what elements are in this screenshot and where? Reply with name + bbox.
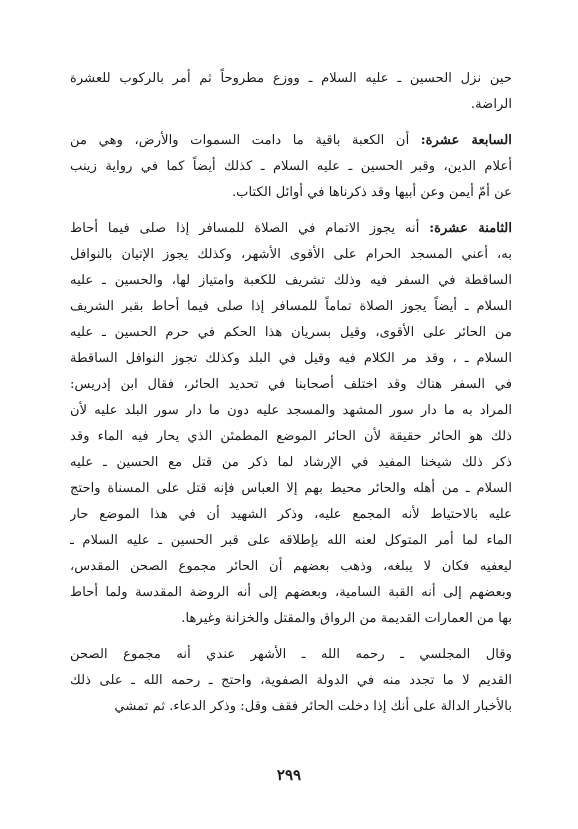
line-text: وبعضهم إلى أنه القبة السامية، وبعضهم إلى أنه الروضة المقدسة ولما أحاط [70,585,512,600]
line-text: الراضة. [470,97,512,112]
text-line [70,450,512,476]
text-line [70,642,512,668]
line-text: السلام ـ أيضاً يجوز الصلاة تماماً للمسافر إذا صلى فيما أحاط بقبر الشريف [70,299,512,314]
text-line [70,92,512,118]
line-text: السلام ـ ، وقد مر الكلام فيه وقيل في البلد وكذلك تجوز النوافل الساقطة [70,351,512,366]
line-text: أن الكعبة باقية ما دامت السموات والأرض، وهي من [70,133,410,148]
line-text: ذلك هو الحائر حقيقة لأن الحائر الموضع المطمئن الذي يحار فيه الماء وقد [70,429,512,444]
page-number: ٢٩٩ [276,766,302,784]
line-text: بالأخبار الدالة على أنك إذا دخلت الحائر فقف وقل: وذكر الدعاء. ثم تمشي [114,699,512,714]
text-line [70,528,512,554]
text-line [70,268,512,294]
line-text: أعلام الدين، وقبر الحسين ـ عليه السلام ـ كذلك أيضاً كما في رواية زينب [70,159,512,174]
line-text: بها من العمارات القديمة من الرواق والمقتل والخزانة وغيرها. [181,611,512,626]
text-line [70,66,512,92]
text-line [70,242,512,268]
line-text: السلام ـ من أهله والحائر محيط بهم إلا العباس فإنه قتل على المسناة واحتج [70,481,512,496]
text-line [70,580,512,606]
text-line [70,606,512,632]
text-line [70,554,512,580]
text-line [70,694,512,720]
line-text: من الحائر على الأقوى، وقيل بسريان هذا الحكم في حرم الحسين ـ عليه [70,325,512,340]
text-line [70,128,512,154]
line-text: وقال المجلسي ـ رحمه الله ـ الأشهر عندي أنه مجموع الصحن [70,647,512,662]
text-line [70,476,512,502]
line-text: أنه يجوز الاتمام في الصلاة للمسافر إذا صلى فيما أحاط [70,221,420,236]
paragraph [70,216,512,632]
text-line [70,398,512,424]
text-line [70,668,512,694]
text-line [70,346,512,372]
paragraph [70,642,512,720]
text-line [70,180,512,206]
line-text: به، أعني المسجد الحرام على الأقوى الأشهر، وكذلك يجوز الإتيان بالنوافل [70,247,512,262]
line-text: ليعفيه فكان لا يبلغه، وذهب بعضهم أن الحائر مجموع الصحن المقدس، [70,559,512,574]
text-line [70,424,512,450]
text-line [70,372,512,398]
text-line [70,320,512,346]
text-line [70,294,512,320]
section-heading: السابعة عشرة: [420,133,512,148]
line-text: عليه بالاحتياط لأنه المجمع عليه، وذكر الشهيد أن في هذا الموضع حار [70,507,512,522]
paragraph [70,128,512,206]
line-text: الماء لما أمر المتوكل لعنه الله بإطلاقه على قبر الحسين ـ عليه السلام ـ [70,533,512,548]
line-text: ذكر ذلك شيخنا المفيد في الإرشاد لما ذكر من قتل مع الحسين ـ عليه [70,455,512,470]
line-text: المراد به ما دار سور المشهد والمسجد عليه دون ما دار سور البلد عليه لأن [70,403,512,418]
line-text: القديم لا ما تجدد منه في الدولة الصفوية، واحتج ـ رحمه الله ـ على ذلك [70,673,512,688]
text-line [70,216,512,242]
line-text: الساقطة في السفر فيه وذلك تشريف للكعبة وامتياز لها، والحسين ـ عليه [70,273,512,288]
line-text: في السفر هناك وقد اختلف أصحابنا في تحديد الحائر، فقال ابن إدريس: [70,377,512,392]
line-text: حين نزل الحسين ـ عليه السلام ـ ووزع مطروحاً ثم أمر بالركوب للعشرة [70,71,512,86]
section-heading: الثامنة عشرة: [429,221,512,236]
page-body-text [70,66,512,730]
text-line [70,502,512,528]
text-line [70,154,512,180]
line-text: عن أمّ أيمن وعن أبيها وقد ذكرناها في أوائل الكتاب. [231,185,512,200]
paragraph [70,66,512,118]
